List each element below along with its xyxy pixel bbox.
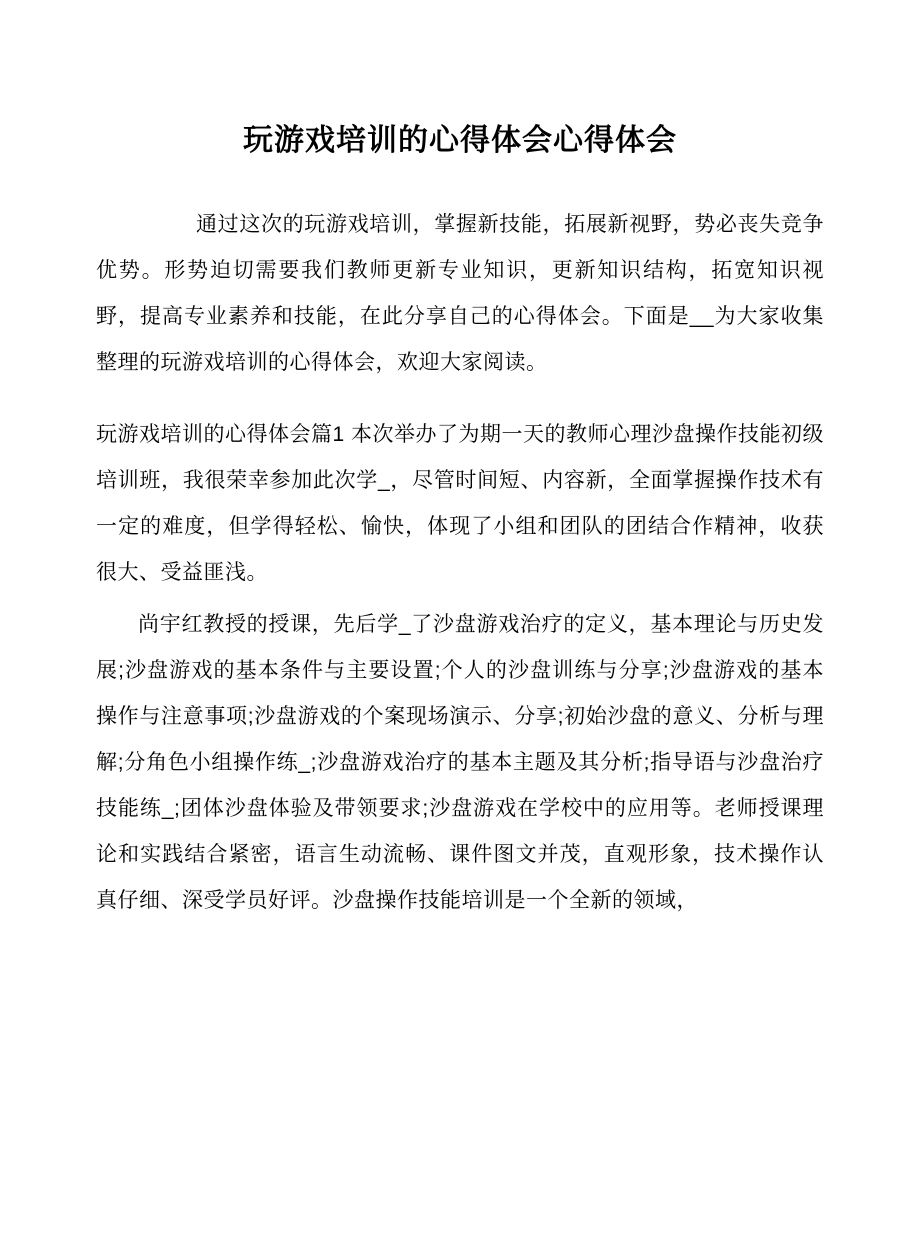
paragraph-section-1: 玩游戏培训的心得体会篇1 本次举办了为期一天的教师心理沙盘操作技能初级培训班，我很荣幸参加此次学_，尽管时间短、内容新，全面掌握操作技术有一定的难度，但学得轻松、愉快，体现了小组和团队的团结合作精神，收获很大、受益匪浅。 (96, 423, 825, 584)
paragraph-section-2: 尚宇红教授的授课，先后学_了沙盘游戏治疗的定义，基本理论与历史发展;沙盘游戏的基本条件与主要设置;个人的沙盘训练与分享;沙盘游戏的基本操作与注意事项;沙盘游戏的个案现场演示、分享;初始沙盘的意义、分析与理解;分角色小组操作练_;沙盘游戏治疗的基本主题及其分析;指导语与沙盘治疗技能练_;团体沙盘体验及带领要求;沙盘游戏在学校中的应用等。老师授课理论和实践结合紧密，语言生动流畅、课件图文并茂，直观形象，技术操作认真仔细、深受学员好评。沙盘操作技能培训是一个全新的领域， (96, 613, 824, 912)
paragraph-intro: 通过这次的玩游戏培训，掌握新技能，拓展新视野，势必丧失竞争优势。形势迫切需要我们教师更新专业知识，更新知识结构，拓宽知识视野，提高专业素养和技能，在此分享自己的心得体会。下面是__为大家收集整理的玩游戏培训的心得体会，欢迎大家阅读。 (96, 213, 824, 374)
page-title: 玩游戏培训的心得体会心得体会 (243, 124, 677, 157)
